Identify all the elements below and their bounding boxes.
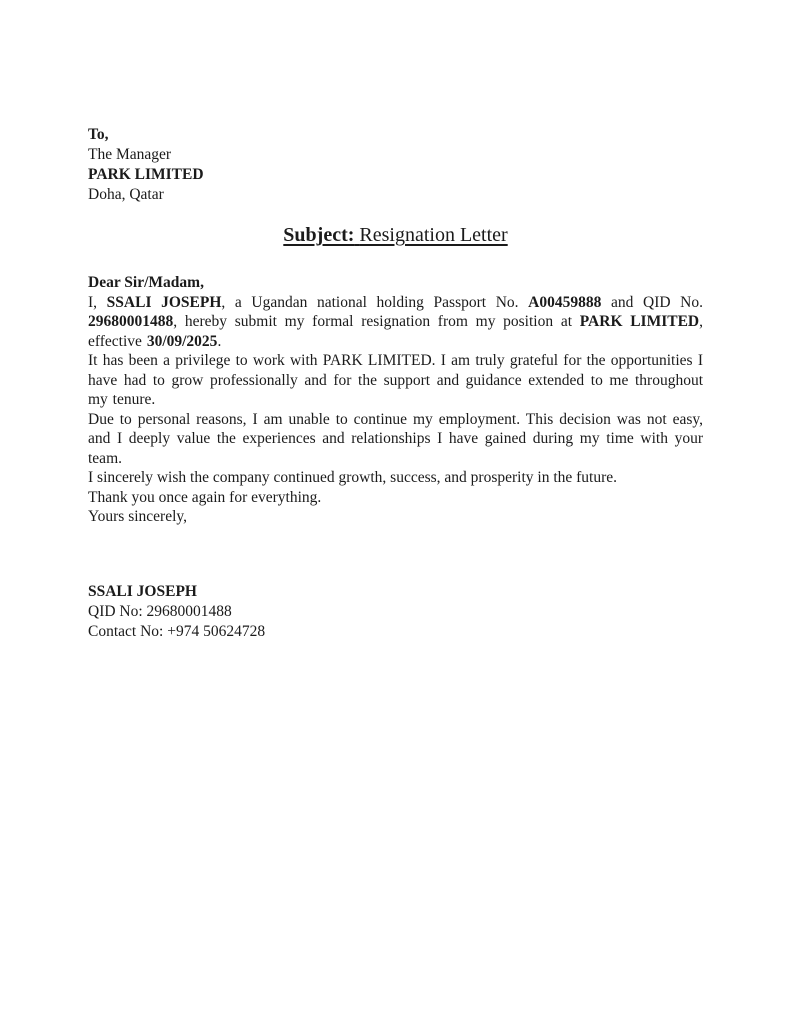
recipient-to-label: To,: [88, 126, 109, 143]
signature-qid: QID No: 29680001488: [88, 602, 232, 620]
recipient-block: [88, 125, 703, 205]
signature-name: SSALI JOSEPH: [88, 582, 197, 600]
paragraph-thanks: Thank you once again for everything.: [88, 488, 322, 506]
subject-label: Subject:: [283, 224, 355, 246]
signature-contact: Contact No: +974 50624728: [88, 622, 266, 640]
subject-title: Resignation Letter: [359, 224, 508, 246]
salutation: Dear Sir/Madam,: [88, 274, 204, 291]
recipient-manager: The Manager: [88, 146, 172, 163]
recipient-location: Doha, Qatar: [88, 186, 164, 203]
subject-underlined-text: [283, 224, 507, 246]
subject-line: [88, 223, 703, 248]
paragraph-resignation-intro: I, SSALI JOSEPH, a Ugandan national holding Passport No. A00459888 and QID No. 29680001488, hereby submit my formal resignation from my position at PARK LIMITED, effective 30/09/2025.: [88, 293, 703, 350]
recipient-company: PARK LIMITED: [88, 166, 204, 183]
closing-line: Yours sincerely,: [88, 508, 188, 525]
signature-block: [88, 582, 703, 642]
paragraph-personal-reasons: Due to personal reasons, I am unable to continue my employment. This decision was not easy, and I deeply value the experiences and relationships I have gained during my time with your team.: [88, 410, 703, 467]
paragraph-well-wishes: I sincerely wish the company continued growth, success, and prosperity in the future.: [88, 469, 618, 486]
paragraph-privilege: It has been a privilege to work with PARK LIMITED. I am truly grateful for the opportunities I have had to grow professionally and for the support and guidance extended to me throughout my tenure.: [88, 352, 703, 408]
